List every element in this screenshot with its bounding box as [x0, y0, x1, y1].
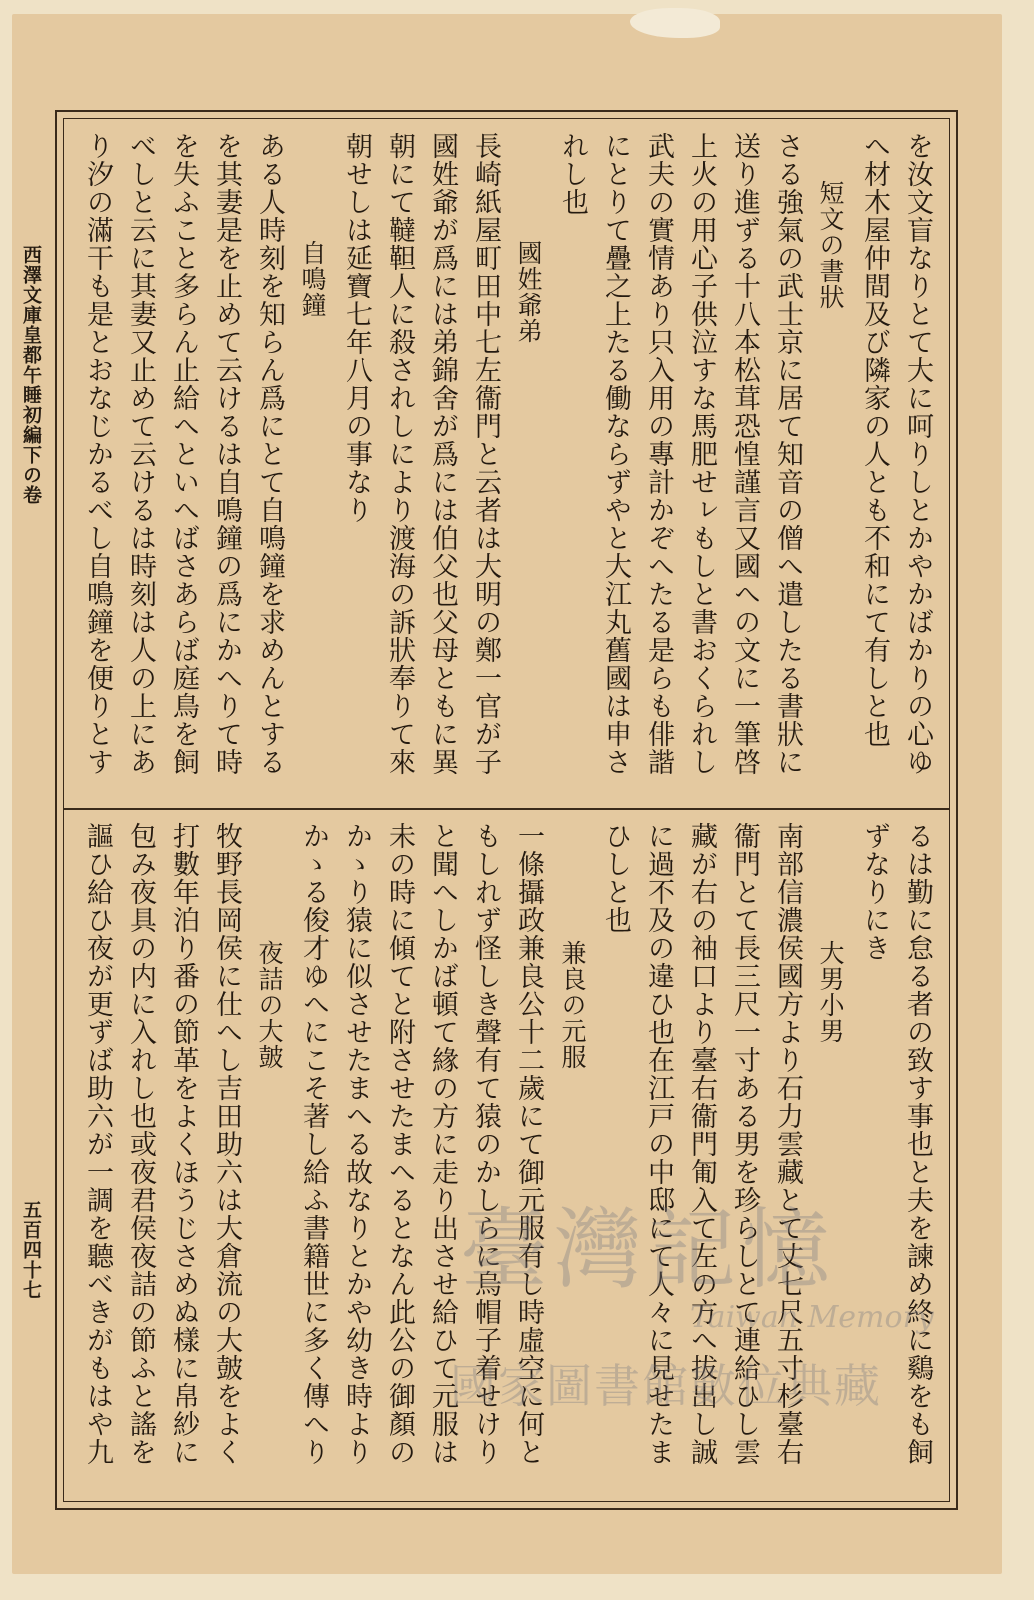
lower-text-column: ずなりにき	[859, 822, 890, 962]
section-heading: 夜詰の大皷	[255, 940, 284, 1070]
lower-text-column: かゝり猿に似させたまへる故なりとかや幼き時より	[341, 822, 372, 1466]
section-heading: 自鳴鐘	[298, 240, 327, 318]
book-title: 西澤文庫皇都午睡初編下の卷	[20, 245, 42, 505]
upper-text-column: さる強氣の武士京に居て知音の僧へ遣したる書狀に	[772, 132, 803, 776]
lower-text-column: るは勤に怠る者の致す事也と夫を諫め終に鷄をも飼	[902, 822, 933, 1466]
section-divider	[63, 808, 950, 810]
upper-text-column: れし也	[557, 132, 588, 216]
upper-text-column: を失ふこと多らん止給へといへばさあらば庭鳥を飼	[168, 132, 199, 776]
section-heading: 短文の書狀	[816, 180, 845, 310]
lower-text-column: もしれず怪しき聲有て猿のかしらに烏帽子着せけり	[470, 822, 501, 1466]
section-heading: 兼良の元服	[558, 940, 587, 1070]
lower-text-column: 藏が右の袖口より臺右衞門匍入て左の方へ拔出し誠	[686, 822, 717, 1466]
upper-text-column: 長崎紙屋町田中七左衞門と云者は大明の鄭一官が子	[470, 132, 501, 776]
upper-text-column: 武夫の實情あり只入用の專計かぞへたる是らも俳諧	[643, 132, 674, 776]
upper-text-column: を汝文盲なりとて大に呵りしとかやかばかりの心ゆ	[902, 132, 933, 776]
upper-text-column: り汐の滿干も是とおなじかるべし自鳴鐘を便りとす	[82, 132, 113, 776]
upper-text-column: へ材木屋仲間及び隣家の人とも不和にて有しと也	[859, 132, 890, 748]
upper-text-column: 朝せしは延寶七年八月の事なり	[341, 132, 372, 524]
lower-text-column: と聞へしかば頓て緣の方に走り出させ給ひて元服は	[427, 822, 458, 1466]
watermark-main: 臺灣記憶	[460, 1198, 837, 1301]
upper-text-column: 朝にて韃靼人に殺されしにより渡海の訴狀奉りて來	[384, 132, 415, 776]
upper-text-column: にとりて疊之上たる働ならずやと大江丸舊國は申さ	[600, 132, 631, 776]
upper-text-column: ある人時刻を知らん爲にとて自鳴鐘を求めんとする	[254, 132, 285, 776]
upper-text-column: 送り進ずる十八本松茸恐惶謹言又國への文に一筆啓	[729, 132, 760, 776]
lower-text-column: ひしと也	[600, 822, 631, 934]
upper-text-column: を其妻是を止めて云けるは自鳴鐘の爲にかへりて時	[211, 132, 242, 776]
lower-text-column: 包み夜具の内に入れし也或夜君侯夜詰の節ふと謠を	[125, 822, 156, 1466]
section-heading: 大男小男	[816, 940, 845, 1044]
lower-text-column: 謳ひ給ひ夜が更ずば助六が一調を聽べきがもはや九	[82, 822, 113, 1466]
page-number: 五百四十七	[20, 1200, 42, 1300]
lower-text-column: 衞門とて長三尺一寸ある男を珍らしとて連給ひし雲	[729, 822, 760, 1466]
watermark	[450, 1180, 934, 1440]
lower-text-column: 未の時に傾てと附させたまへるとなん此公の御顏の	[384, 822, 415, 1466]
upper-text-column: 國姓爺が爲には弟錦舍が爲には伯父也父母ともに異	[427, 132, 458, 776]
section-heading: 國姓爺弟	[514, 240, 543, 344]
lower-text-column: 南部信濃侯國方より石力雲藏とて丈七尺五寸杉臺右	[772, 822, 803, 1466]
lower-text-column: 牧野長岡侯に仕へし吉田助六は大倉流の大皷をよく	[211, 822, 242, 1466]
upper-text-column: べしと云に其妻又止めて云けるは時刻は人の上にあ	[125, 132, 156, 776]
lower-text-column: 一條攝政兼良公十二歲にて御元服有し時虛空に何と	[513, 822, 544, 1466]
upper-text-column: 上火の用心子供泣すな馬肥せㇾもしと書おくられし	[686, 132, 717, 776]
watermark-english: Taiwan Memory	[690, 1300, 934, 1335]
watermark-sub: 國家圖書館數位典藏	[450, 1359, 882, 1413]
lower-text-column: かゝる俊才ゆへにこそ著し給ふ書籍世に多く傳へり	[298, 822, 329, 1466]
lower-text-column: に過不及の違ひ也在江戸の中邸にて人々に見せたま	[643, 822, 674, 1466]
lower-text-column: 打數年泊り番の節革をよくほうじさめぬ樣に帛紗に	[168, 822, 199, 1466]
